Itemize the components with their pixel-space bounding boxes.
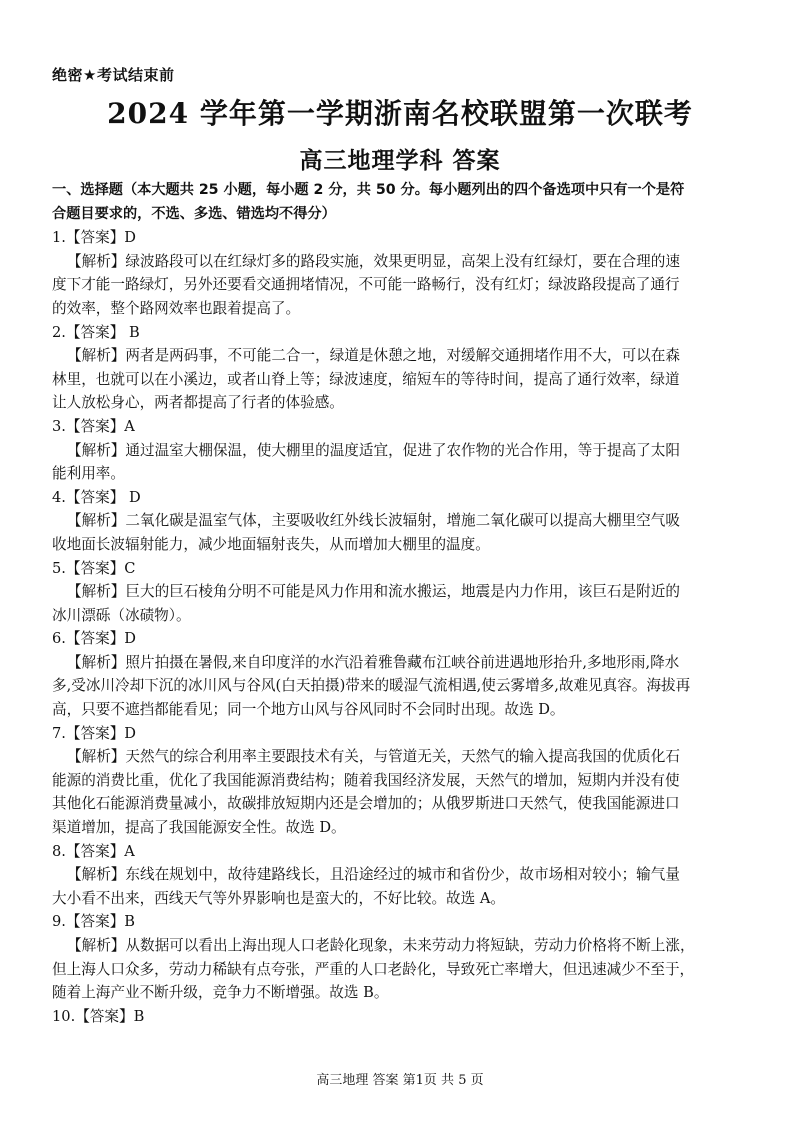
text-line: 林里，也就可以在小溪边，或者山脊上等；绿波速度，缩短车的等待时间，提高了通行效率，绿道 (52, 370, 680, 388)
text-line: 其他化石能源消费量减小，故碳排放短期内还是会增加的；从俄罗斯进口天然气，使我国能源进口 (52, 795, 680, 813)
text-line: 但上海人口众多，劳动力稀缺有点夸张，严重的人口老龄化，导致死亡率增大，但迅速减少不至于， (52, 960, 695, 978)
explanation-line: 【解析】天然气的综合利用率主要跟技术有关，与管道无关，天然气的输入提高我国的优质化石 (67, 748, 680, 766)
text-line: 9.【答案】B (52, 913, 136, 931)
text-line: 渠道增加，提高了我国能源安全性。故选 D。 (52, 819, 346, 837)
text-line: 让人放松身心，两者都提高了行者的体验感。 (52, 394, 344, 412)
text-line: 高，只要不遮挡都能看见；同一个地方山风与谷风同时不会同时出现。故选 D。 (52, 701, 565, 719)
explanation-line: 【解析】通过温室大棚保温，使大棚里的温度适宜，促进了农作物的光合作用，等于提高了太阳 (67, 441, 680, 459)
explanation-line: 【解析】绿波路段可以在红绿灯多的路段实施，效果更明显，高架上没有红绿灯，要在合理的速 (67, 252, 680, 270)
explanation-line: 【解析】照片拍摄在暑假,来自印度洋的水汽沿着雅鲁藏布江峡谷前进遇地形抬升,多地形雨,降水 (67, 653, 680, 671)
text-line: 多,受冰川冷却下沉的冰川风与谷风(白天拍摄)带来的暖湿气流相遇,使云雾增多,故难见真容。海拔再 (52, 677, 691, 695)
explanation-line: 【解析】东线在规划中，故待建路线长，且沿途经过的城市和省份少，故市场相对较小；输气量 (67, 866, 680, 884)
text-line: 7.【答案】D (52, 724, 136, 742)
text-line: 5.【答案】C (52, 559, 136, 577)
text-line: 的效率，整个路网效率也跟着提高了。 (52, 299, 301, 317)
document-body (52, 179, 752, 1028)
answer-lines (52, 226, 752, 1028)
page-footer: 高三地理 答案 第1页 共 5 页 (316, 1073, 484, 1088)
text-line: 能利用率。 (52, 465, 125, 483)
section-heading-line-1: 一、选择题（本大题共 25 小题，每小题 2 分，共 50 分。每小题列出的四个备选项中只有一个是符 (52, 182, 685, 198)
text-line: 随着上海产业不断升级，竞争力不断增强。故选 B。 (52, 984, 389, 1002)
explanation-line: 【解析】二氧化碳是温室气体，主要吸收红外线长波辐射，增施二氧化碳可以提高大棚里空气吸 (67, 512, 680, 530)
text-line: 冰川漂砾（冰碛物）。 (52, 606, 191, 624)
text-line: 大小看不出来，西线天气等外界影响也是蛮大的，不好比较。故选 A。 (52, 889, 505, 907)
text-line: 2.【答案】 B (52, 323, 140, 341)
confidential-label: 绝密★考试结束前 (52, 66, 175, 84)
explanation-line: 【解析】从数据可以看出上海出现人口老龄化现象，未来劳动力将短缺，劳动力价格将不断上涨， (67, 937, 695, 954)
text-line: 3.【答案】A (52, 417, 135, 435)
text-line: 能源的消费比重，优化了我国能源消费结构；随着我国经济发展，天然气的增加，短期内并没有使 (52, 771, 680, 789)
text-line: 10.【答案】B (52, 1007, 145, 1025)
text-line: 4.【答案】 D (52, 488, 141, 506)
page-subtitle: 高三地理学科 答案 (299, 147, 501, 174)
section-heading-line-2: 合题目要求的，不选、多选、错选均不得分） (52, 205, 336, 222)
text-line: 6.【答案】D (52, 630, 136, 648)
text-line: 1.【答案】D (52, 229, 136, 247)
explanation-line: 【解析】巨大的巨石棱角分明不可能是风力作用和流水搬运，地震是内力作用，该巨石是附近的 (67, 583, 680, 601)
page-title: 2024 学年第一学期浙南名校联盟第一次联考 (107, 97, 693, 130)
text-line: 度下才能一路绿灯，另外还要看交通拥堵情况，不可能一路畅行，没有红灯；绿波路段提高了通行 (52, 276, 680, 294)
text-line: 收地面长波辐射能力，减少地面辐射丧失，从而增加大棚里的温度。 (52, 535, 490, 553)
explanation-line: 【解析】两者是两码事，不可能二合一，绿道是休憩之地，对缓解交通拥堵作用不大，可以在森 (67, 347, 680, 365)
text-line: 8.【答案】A (52, 842, 135, 860)
